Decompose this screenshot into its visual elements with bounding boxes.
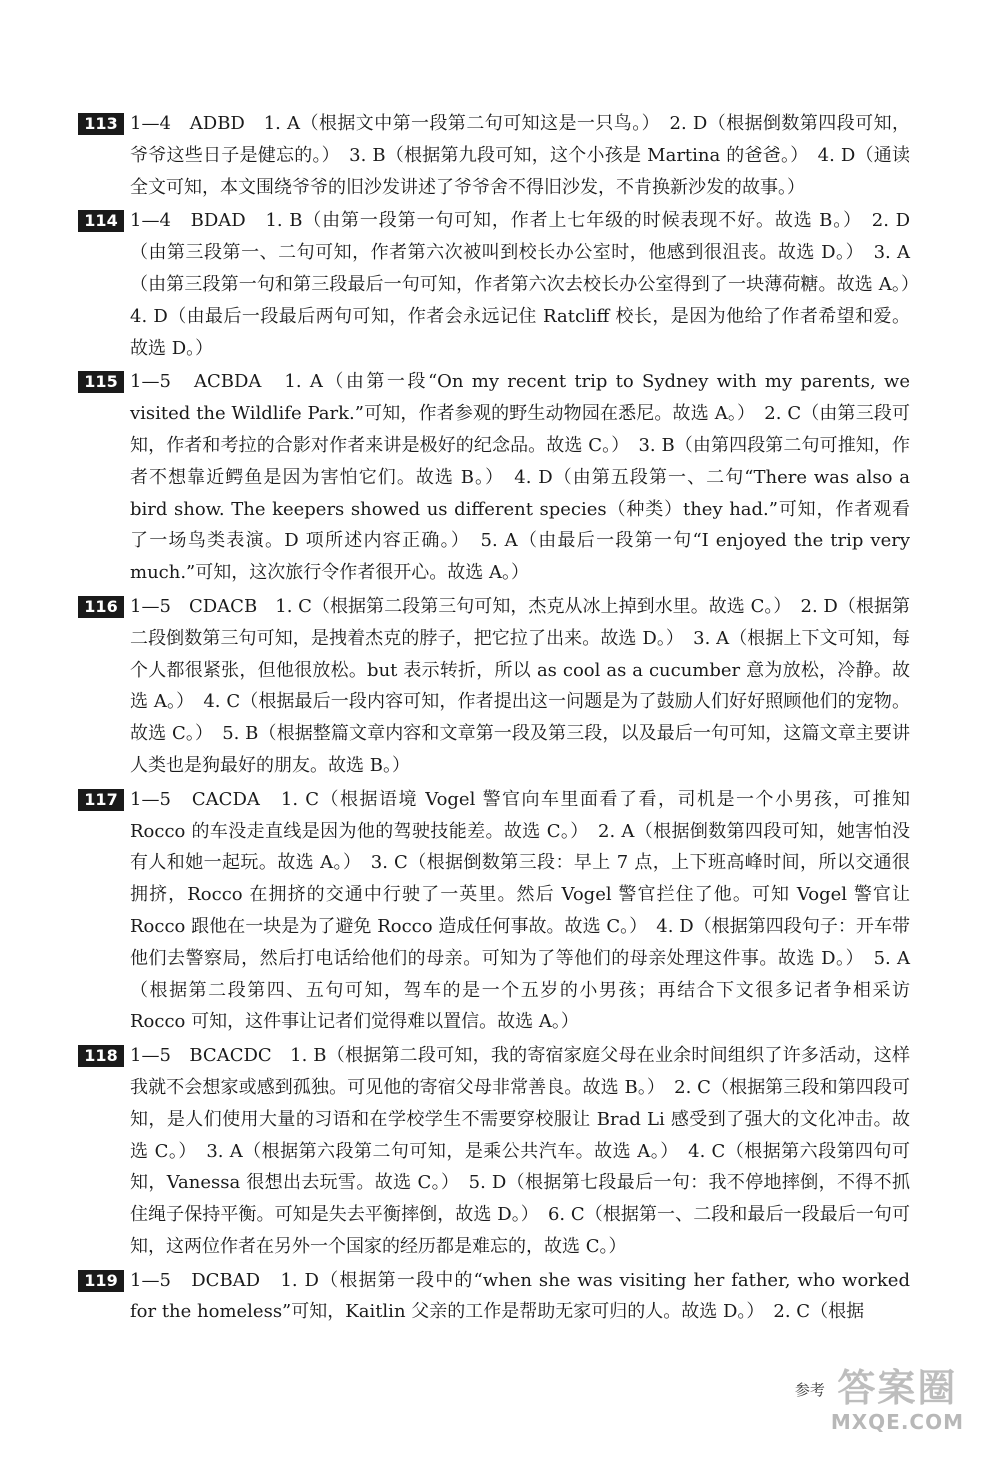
question-number-badge: 114 bbox=[78, 210, 124, 232]
question-number-badge: 115 bbox=[78, 371, 124, 393]
answer-text: 1—5 CDACB 1. C（根据第二段第三句可知，杰克从冰上掉到水里。故选 C。） 2. D（根据第二段倒数第三句可知，是拽着杰克的脖子，把它拉了出来。故选 D。） 3. A（根据上下文可知，每个人都很紧张，但他很放松。but 表示转折，所以 as cool as a cucumber 意为放松，冷静。故选 A。） 4. C（根据最后一段内容可知，作者提出这一问题是为了鼓励人们好好照顾他们的宠物。故选 C。） 5. B（根据整篇文章内容和文章第一段及第三段，以及最后一句可知，这篇文章主要讲人类也是狗最好的朋友。故选 B。） bbox=[130, 595, 910, 776]
question-number-badge: 116 bbox=[78, 596, 124, 618]
answer-text: 1—4 ADBD 1. A（根据文中第一段第二句可知这是一只鸟。） 2. D（根据倒数第四段可知，爷爷这些日子是健忘的。） 3. B（根据第九段可知，这个小孩是 Martina 的爸爸。） 4. D（通读全文可知，本文围绕爷爷的旧沙发讲述了爷爷舍不得旧沙发，不肯换新沙发的故事。） bbox=[130, 113, 910, 198]
answer-entry-114 bbox=[78, 205, 928, 364]
answer-text: 1—5 ACBDA 1. A（由第一段“On my recent trip to Sydney with my parents, we visited the Wildlife Park.”可知，作者参观的野生动物园在悉尼。故选 A。） 2. C（由第三段可知，作者和考拉的合影对作者来讲是极好的纪念品。故选 C。） 3. B（由第四段第二句可推知，作者不想靠近鳄鱼是因为害怕它们。故选 B。） 4. D（由第五段第一、二句“There was also a bird show. The keepers showed us different species（种类）they had.”可知，作者观看了一场鸟类表演。D 项所述内容正确。） 5. A（由最后一段第一句“I enjoyed the trip very much.”可知，这次旅行令作者很开心。故选 A。） bbox=[130, 371, 910, 584]
answer-page bbox=[78, 108, 928, 1330]
answer-entry-115 bbox=[78, 366, 910, 589]
answer-entry-116 bbox=[78, 591, 910, 782]
watermark-text: 答案圈 bbox=[837, 1366, 958, 1410]
answer-text: 1—5 CACDA 1. C（根据语境 Vogel 警官向车里面看了看，司机是一个小男孩，可推知 Rocco 的车没走直线是因为他的驾驶技能差。故选 C。） 2. A（根据倒数第四段可知，她害怕没有人和她一起玩。故选 A。） 3. C（根据倒数第三段：早上 7 点，上下班高峰时间，所以交通很拥挤，Rocco 在拥挤的交通中行驶了一英里。然后 Vogel 警官拦住了他。可知 Vogel 警官让 Rocco 跟他在一块是为了避免 Rocco 造成任何事故。故选 C。） 4. D（根据第四段句子：开车带他们去警察局，然后打电话给他们的母亲。可知为了等他们的母亲处理这件事。故选 D。） 5. A（根据第二段第四、五句可知，驾车的是一个五岁的小男孩；再结合下文很多记者争相采访 Rocco 可知，这件事让记者们觉得难以置信。故选 A。） bbox=[130, 788, 910, 1033]
watermark-logo bbox=[831, 1366, 964, 1434]
answer-entry-118 bbox=[78, 1040, 910, 1263]
question-number-badge: 118 bbox=[78, 1045, 124, 1067]
answer-text: 1—5 BCACDC 1. B（根据第二段可知，我的寄宿家庭父母在业余时间组织了许多活动，这样我就不会想家或感到孤独。可见他的寄宿父母非常善良。故选 B。） 2. C（根据第三段和第四段可知，是人们使用大量的习语和在学校学生不需要穿校服让 Brad Li 感受到了强大的文化冲击。故选 C。） 3. A（根据第六段第二句可知，是乘公共汽车。故选 A。） 4. C（根据第六段第四句可知，Vanessa 很想出去玩雪。故选 C。） 5. D（根据第七段最后一句：我不停地摔倒，不得不抓住绳子保持平衡。可知是失去平衡摔倒，故选 D。） 6. C（根据第一、二段和最后一段最后一句可知，这两位作者在另外一个国家的经历都是难忘的，故选 C。） bbox=[130, 1045, 910, 1257]
answer-entry-113 bbox=[78, 108, 910, 203]
answer-text: 1—4 BDAD 1. B（由第一段第一句可知，作者上七年级的时候表现不好。故选 B。） 2. D（由第三段第一、二句可知，作者第六次被叫到校长办公室时，他感到很沮丧。故选 D。） 3. A（由第三段第一句和第三段最后一句可知，作者第六次去校长办公室得到了一块薄荷糖。故选 A。） 4. D（由最后一段最后两句可知，作者会永远记住 Ratcliff 校长，是因为他给了作者希望和爱。故选 D。） bbox=[130, 210, 928, 359]
watermark-site: MXQE.COM bbox=[830, 1410, 964, 1434]
question-number-badge: 113 bbox=[78, 113, 124, 135]
footer-label: 参考 bbox=[794, 1381, 825, 1399]
answer-text: 1—5 DCBAD 1. D（根据第一段中的“when she was visiting her father, who worked for the homeless”可知，Kaitlin 父亲的工作是帮助无家可归的人。故选 D。） 2. C（根据 bbox=[130, 1269, 910, 1323]
question-number-badge: 119 bbox=[78, 1270, 124, 1292]
page-footer bbox=[795, 1366, 964, 1434]
answer-entry-119 bbox=[78, 1265, 910, 1329]
answer-entry-117 bbox=[78, 784, 910, 1038]
question-number-badge: 117 bbox=[78, 789, 124, 811]
